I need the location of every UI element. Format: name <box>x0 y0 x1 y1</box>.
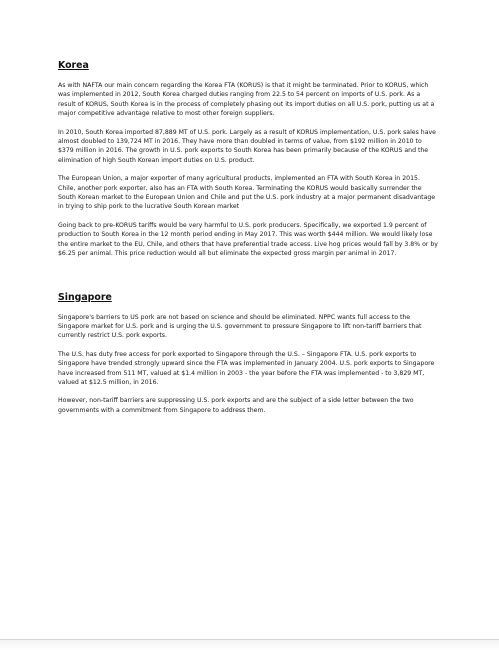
paragraph: Singapore's barriers to US pork are not based on science and should be eliminated. NPPC wants full access to the Singapore market for U.S. pork and is urging the U.S. government to pressure Singapore to lift non-tariff barriers that currently restrict U.S. pork exports. <box>58 313 422 340</box>
section-spacer <box>58 268 438 292</box>
section-korea <box>58 60 438 259</box>
document-body <box>58 60 438 424</box>
paragraph: As with NAFTA our main concern regarding the Korea FTA (KORUS) is that it might be terminated. Prior to KORUS, which was implemented in 2012, South Korea charged duties ranging from 22.5 to 54 percent on imports of U.S. pork. As a result of KORUS, South Korea is in the process of completely phasing out its import duties on all U.S. pork, putting us at a major competitive advantage relative to most other foreign suppliers. <box>58 82 435 118</box>
paragraph: Going back to pre-KORUS tariffs would be very harmful to U.S. pork producers. Specifically, we exported 1.9 percent of production to South Korea in the 12 month period ending in May 2017. This was worth $444 million. We would likely lose the entire market to the EU, Chile, and others that have preferential trade access. Live hog prices would fall by 3.8% or by $6.25 per animal. This price reduction would all but eliminate the expected gross margin per animal in 2017. <box>58 221 438 258</box>
paragraph: The European Union, a major exporter of many agricultural products, implemented an FTA with South Korea in 2015. Chile, another pork exporter, also has an FTA with South Korea. Terminating the KORUS would basically surrender the South Korean market to the European Union and Chile and put the U.S. pork industry at a major permanent disadvantage in trying to ship pork to the lucrative South Korean market <box>58 175 436 211</box>
section-heading: Singapore <box>58 291 112 303</box>
page-bottom-edge <box>0 639 499 650</box>
paragraph: In 2010, South Korea imported 87,889 MT of U.S. pork. Largely as a result of KORUS implementation, U.S. pork sales have almost doubled to 139,724 MT in 2016. They have more than doubled in terms of value, from $192 million in 2010 to $379 million in 2016. The growth in U.S. pork exports to South Korea has been primarily because of the KORUS and the elimination of high South Korean import duties on U.S. product. <box>58 128 436 164</box>
paragraph: However, non-tariff barriers are suppressing U.S. pork exports and are the subject of a side letter between the two governments with a commitment from Singapore to address them. <box>58 397 414 414</box>
paragraph: The U.S. has duty free access for pork exported to Singapore through the U.S. – Singapore FTA. U.S. pork exports to Singapore have trended strongly upward since the FTA was implemented in January 2004. U.S. pork exports to Singapore have increased from 511 MT, valued at $1.4 million in 2003 - the year before the FTA was implemented - to 3,829 MT, valued at $12.5 million, in 2016. <box>58 350 435 386</box>
section-singapore <box>58 292 438 416</box>
section-heading: Korea <box>58 60 89 71</box>
